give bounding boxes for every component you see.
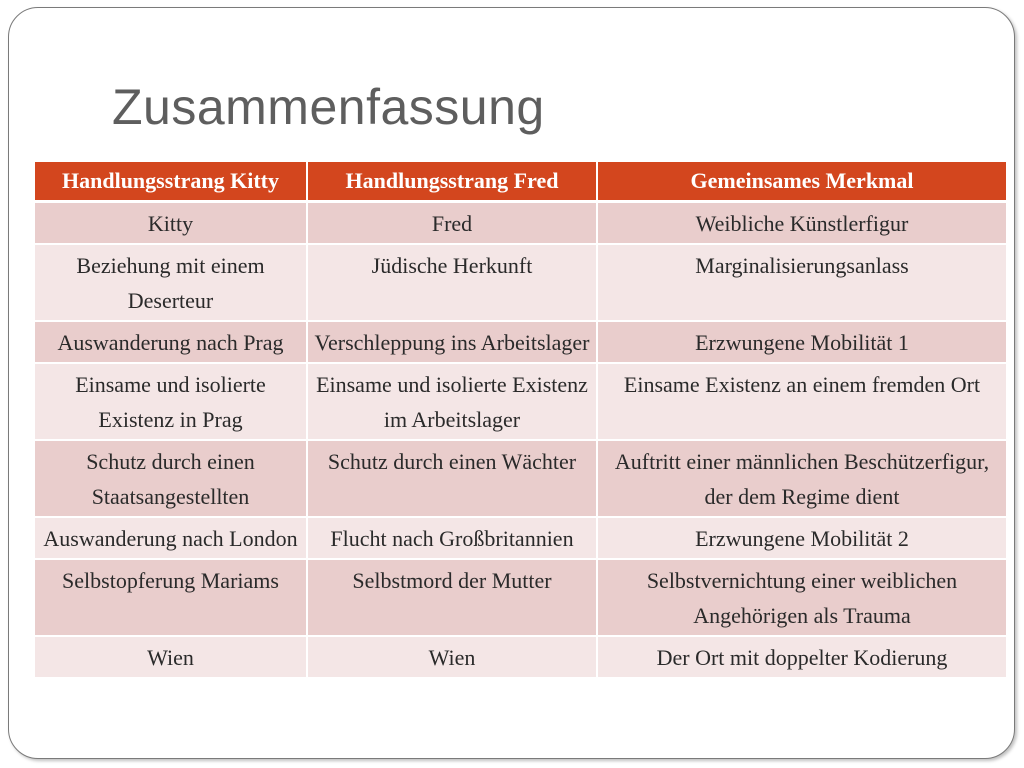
- table-cell: Schutz durch einen Staatsangestellten: [35, 440, 307, 517]
- slide-title: Zusammenfassung: [112, 79, 545, 135]
- table-cell: Jüdische Herkunft: [307, 244, 597, 321]
- table-row: [35, 202, 1006, 245]
- table-header-row: [35, 162, 1006, 202]
- table-row: [35, 244, 1006, 321]
- table-cell: Auswanderung nach London: [35, 517, 307, 559]
- table-row: [35, 363, 1006, 440]
- summary-table: [35, 162, 1006, 679]
- table-cell: Marginalisierungsanlass: [597, 244, 1006, 321]
- table-cell: Flucht nach Großbritannien: [307, 517, 597, 559]
- table-cell: Selbstvernichtung einer weiblichen Angehörigen als Trauma: [597, 559, 1006, 636]
- header-handlungsstrang-kitty: Handlungsstrang Kitty: [35, 162, 307, 202]
- table-cell: Selbstmord der Mutter: [307, 559, 597, 636]
- table-cell: Kitty: [35, 202, 307, 245]
- table-cell: Der Ort mit doppelter Kodierung: [597, 636, 1006, 678]
- table-cell: Wien: [307, 636, 597, 678]
- table-cell: Fred: [307, 202, 597, 245]
- table-row: [35, 321, 1006, 363]
- table-cell: Einsame und isolierte Existenz im Arbeitslager: [307, 363, 597, 440]
- table-cell: Weibliche Künstlerfigur: [597, 202, 1006, 245]
- table-cell: Verschleppung ins Arbeitslager: [307, 321, 597, 363]
- header-gemeinsames-merkmal: Gemeinsames Merkmal: [597, 162, 1006, 202]
- table-cell: Auswanderung nach Prag: [35, 321, 307, 363]
- table-cell: Wien: [35, 636, 307, 678]
- table-cell: Beziehung mit einem Deserteur: [35, 244, 307, 321]
- table-cell: Erzwungene Mobilität 1: [597, 321, 1006, 363]
- table-row: [35, 559, 1006, 636]
- table-row: [35, 636, 1006, 678]
- table-cell: Auftritt einer männlichen Beschützerfigur, der dem Regime dient: [597, 440, 1006, 517]
- table-cell: Erzwungene Mobilität 2: [597, 517, 1006, 559]
- table-cell: Einsame Existenz an einem fremden Ort: [597, 363, 1006, 440]
- table-cell: Selbstopferung Mariams: [35, 559, 307, 636]
- table-cell: Einsame und isolierte Existenz in Prag: [35, 363, 307, 440]
- table-row: [35, 517, 1006, 559]
- table-cell: Schutz durch einen Wächter: [307, 440, 597, 517]
- header-handlungsstrang-fred: Handlungsstrang Fred: [307, 162, 597, 202]
- table-row: [35, 440, 1006, 517]
